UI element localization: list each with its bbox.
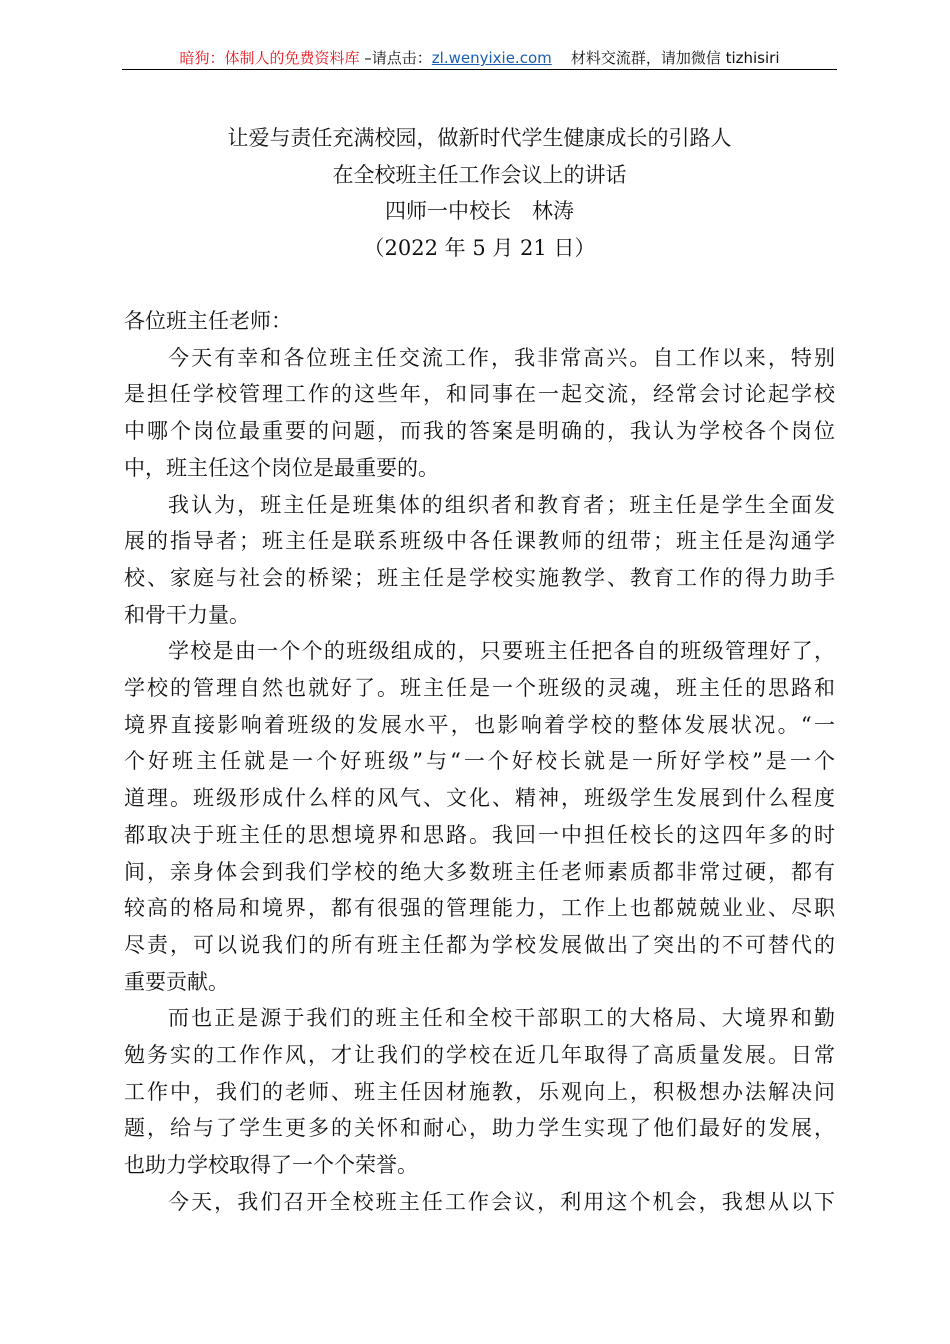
paragraph-line: 今天有幸和各位班主任交流工作，我非常高兴。自工作以来，特别 <box>168 345 835 370</box>
title-block <box>122 120 837 267</box>
paragraph-line: 校、家庭与社会的桥梁；班主任是学校实施教学、教育工作的得力助手 <box>124 565 835 590</box>
header-link[interactable]: zl.wenyixie.com <box>431 49 552 67</box>
paragraph <box>124 1000 835 1184</box>
paragraph-line: 学校是由一个个的班级组成的，只要班主任把各自的班级管理好了， <box>168 639 835 664</box>
author-line: 四师一中校长 林涛 <box>385 199 574 224</box>
paragraph-line: 我认为，班主任是班集体的组织者和教育者；班主任是学生全面发 <box>168 492 835 517</box>
paragraph-line: 中哪个岗位最重要的问题，而我的答案是明确的，我认为学校各个岗位 <box>124 419 835 444</box>
paragraph-line: 是担任学校管理工作的这些年，和同事在一起交流，经常会讨论起学校 <box>124 382 835 407</box>
subtitle: 在全校班主任工作会议上的讲话 <box>332 162 627 187</box>
paragraph-line: 而也正是源于我们的班主任和全校干部职工的大格局、大境界和勤 <box>168 1006 835 1031</box>
paragraph-line: 较高的格局和境界，都有很强的管理能力，工作上也都兢兢业业、尽职 <box>124 896 835 921</box>
paragraph-line: 都取决于班主任的思想境界和思路。我回一中担任校长的这四年多的时 <box>124 822 835 847</box>
paragraph-line: 重要贡献。 <box>124 969 229 994</box>
header-divider <box>122 69 837 70</box>
paragraph-line: 境界直接影响着班级的发展水平，也影响着学校的整体发展状况。“一 <box>124 712 835 737</box>
paragraph-line: 道理。班级形成什么样的风气、文化、精神，班级学生发展到什么程度 <box>124 786 835 811</box>
header-contact: 材料交流群，请加微信 tizhisiri <box>570 49 780 67</box>
paragraph-line: 间，亲身体会到我们学校的绝大多数班主任老师素质都非常过硬，都有 <box>124 859 835 884</box>
paragraph-line: 和骨干力量。 <box>124 602 250 627</box>
paragraph <box>124 1184 835 1221</box>
main-title: 让爱与责任充满校园，做新时代学生健康成长的引路人 <box>227 126 732 150</box>
paragraph <box>124 487 835 634</box>
paragraph-line: 中，班主任这个岗位是最重要的。 <box>124 455 439 480</box>
header-click-prefix: –请点击： <box>359 49 432 67</box>
header-brand: 暗狗：体制人的免费资料库 <box>179 49 360 67</box>
paragraph <box>124 340 835 487</box>
paragraph-line: 尽责，可以说我们的所有班主任都为学校发展做出了突出的不可替代的 <box>124 932 835 957</box>
salutation: 各位班主任老师： <box>124 309 292 333</box>
date-line: （2022 年 5 月 21 日） <box>363 236 596 261</box>
paragraph-line: 学校的管理自然也就好了。班主任是一个班级的灵魂，班主任的思路和 <box>124 676 835 701</box>
paragraph-line: 工作中，我们的老师、班主任因材施教，乐观向上，积极想办法解决问 <box>124 1079 835 1104</box>
paragraph-line: 也助力学校取得了一个个荣誉。 <box>124 1153 418 1178</box>
paragraph <box>124 633 835 1000</box>
page-header <box>122 47 837 68</box>
paragraph-line: 个好班主任就是一个好班级”与“一个好校长就是一所好学校”是一个 <box>124 749 835 774</box>
paragraph-line: 展的指导者；班主任是联系班级中各任课教师的纽带；班主任是沟通学 <box>124 529 835 554</box>
paragraph-line: 题，给与了学生更多的关怀和耐心，助力学生实现了他们最好的发展， <box>124 1116 835 1141</box>
paragraph-line: 勉务实的工作作风，才让我们的学校在近几年取得了高质量发展。日常 <box>124 1043 835 1068</box>
document-body <box>124 303 835 1221</box>
paragraph-line: 今天，我们召开全校班主任工作会议，利用这个机会，我想从以下 <box>168 1189 835 1214</box>
